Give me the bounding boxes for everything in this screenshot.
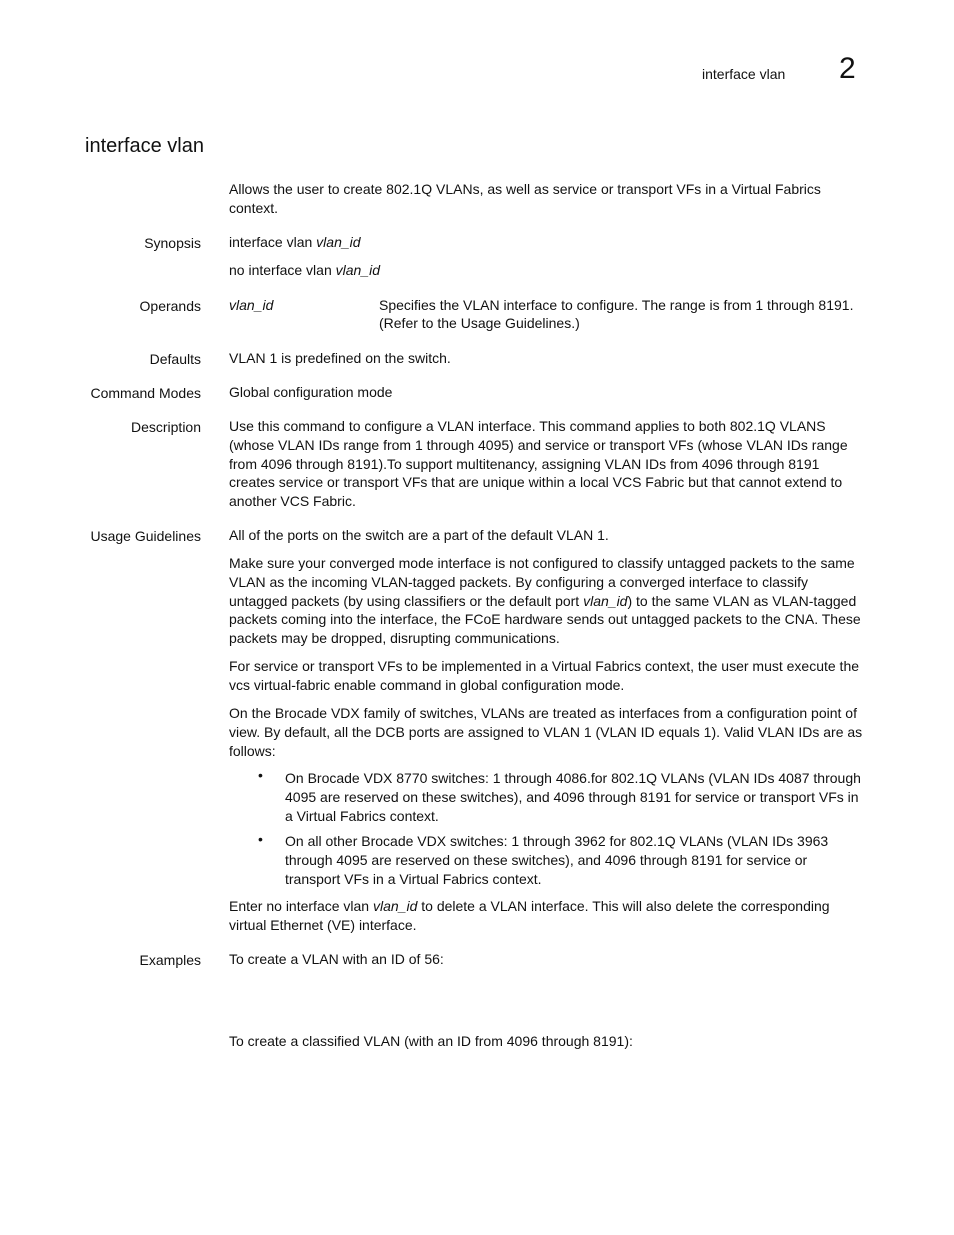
synopsis-command: interface vlan [229, 234, 313, 250]
operand-description: Specifies the VLAN interface to configure. The range is from 1 through 8191. (Refer to the Usage Guidelines.) [379, 297, 854, 331]
example-1-text: To create a VLAN with an ID of 56: [229, 951, 444, 967]
usage-p3-command: vcs virtual-fabric enable [229, 676, 377, 693]
operands-label: Operands [139, 298, 201, 314]
usage-paragraph-4: On the Brocade VDX family of switches, VLANs are treated as interfaces from a configuration point of view. By default, all the DCB ports are assigned to VLAN 1 (VLAN ID equals 1). Valid VLAN IDs are as follows: [229, 705, 863, 759]
example-2-text: To create a classified VLAN (with an ID from 4096 through 8191): [229, 1033, 633, 1049]
running-header-title: interface vlan [702, 66, 786, 82]
usage-guidelines-label: Usage Guidelines [90, 528, 201, 544]
synopsis-line-1 [229, 233, 869, 252]
synopsis-line-2 [229, 261, 869, 280]
usage-p2-text-a: Make sure your converged mode interface is not configured to classify untagged packets to the same VLAN as the incoming VLAN-tagged packets. By configuring a converged interface to classify untagged packets (by using classifiers or the default port [229, 555, 855, 609]
usage-p5-text-a: Enter [229, 898, 267, 914]
defaults-text: VLAN 1 is predefined on the switch. [229, 350, 451, 366]
description-text: Use this command to configure a VLAN interface. This command applies to both 802.1Q VLANS (whose VLAN IDs range from 1 through 4095) and service or transport VFs (whose VLAN IDs range from 4096 through 8191).To support multitenancy, assigning VLAN IDs from 4096 through 8191 creates service or transport VFs that are unique within a local VCS Fabric but that cannot extend to another VCS Fabric. [229, 418, 848, 510]
usage-p2-text-b: ) to the same VLAN as VLAN-tagged packets coming into the interface, the FCoE hardware sends out untagged packets to the CNA. These packets may be dropped, disrupting communications. [229, 592, 861, 647]
bullet-marker-2: • [258, 831, 263, 847]
usage-paragraph-2 [229, 554, 869, 648]
usage-paragraph-5 [229, 897, 869, 935]
bullet-item-1: On Brocade VDX 8770 switches: 1 through 4086.for 802.1Q VLANs (VLAN IDs 4087 through 4095 are reserved on these switches), and 4096 through 8191 for service or transport VFs in a Virtual Fabrics context. [285, 770, 861, 824]
usage-paragraph-3 [229, 657, 869, 695]
page-title: interface vlan [85, 135, 204, 157]
defaults-label: Defaults [149, 351, 201, 367]
usage-p5-command: no interface vlan [266, 898, 370, 914]
synopsis-no-command: no interface vlan [229, 262, 332, 278]
examples-label: Examples [139, 952, 201, 968]
operand-name: vlan_id [229, 297, 274, 313]
synopsis-label: Synopsis [144, 235, 201, 251]
command-modes-label: Command Modes [90, 385, 201, 401]
usage-paragraph-1: All of the ports on the switch are a part of the default VLAN 1. [229, 527, 609, 543]
usage-p2-argument: vlan_id [583, 592, 628, 609]
usage-p3-text-a: For service or transport VFs to be implemented in a Virtual Fabrics context, the user must execute the [229, 658, 860, 674]
synopsis-no-argument: vlan_id [335, 262, 380, 278]
intro-text: Allows the user to create 802.1Q VLANs, as well as service or transport VFs in a Virtual Fabrics context. [229, 181, 821, 216]
usage-p5-argument: vlan_id [372, 898, 418, 914]
usage-p5-text-b: to delete a VLAN interface. This will also delete the corresponding virtual Ethernet (VE) interface. [229, 898, 830, 933]
synopsis-argument: vlan_id [316, 234, 361, 250]
description-label: Description [130, 419, 201, 435]
bullet-marker-1: • [258, 767, 263, 783]
chapter-number: 2 [839, 52, 856, 85]
usage-p3-text-b: command in global configuration mode. [376, 676, 625, 693]
bullet-item-2: On all other Brocade VDX switches: 1 through 3962 for 802.1Q VLANs (VLAN IDs 3963 through 4095 are reserved on these switches), and 4096 through 8191 for service or transport VFs in a Virtual Fabrics context. [285, 833, 829, 887]
command-modes-text: Global configuration mode [229, 384, 393, 400]
